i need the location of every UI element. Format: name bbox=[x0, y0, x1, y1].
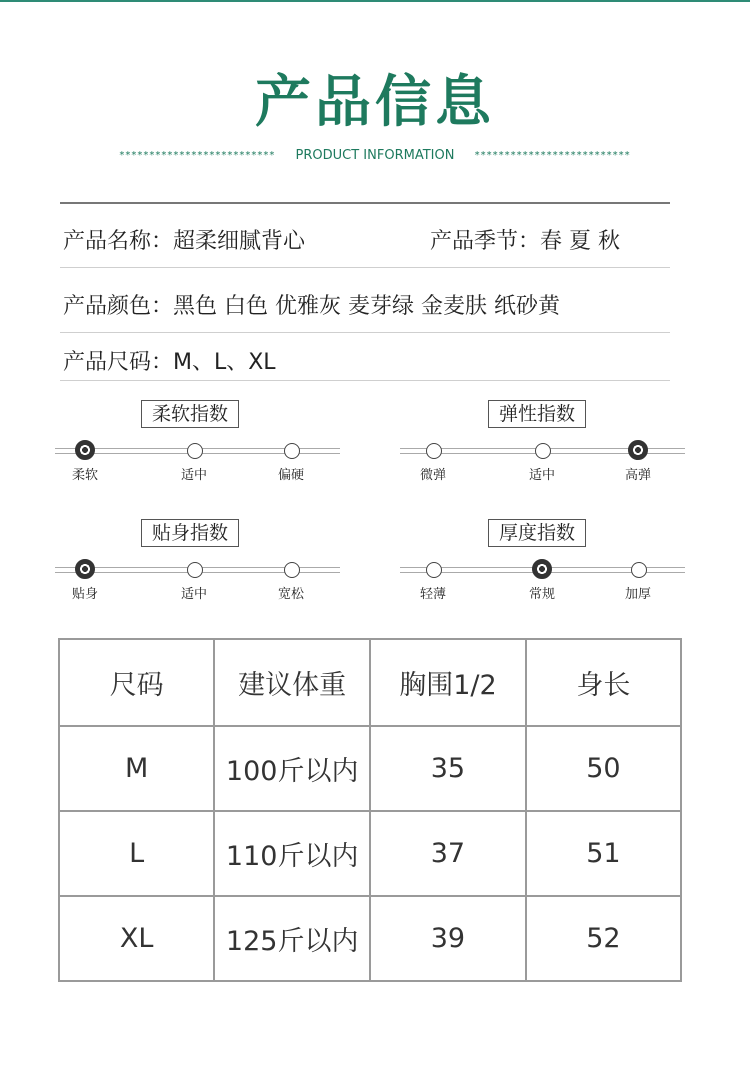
table-cell: 125斤以内 bbox=[214, 896, 370, 981]
size-table bbox=[58, 638, 682, 982]
table-cell: 51 bbox=[526, 811, 681, 896]
scale-dot-selected bbox=[532, 559, 552, 579]
product-name: 产品名称：超柔细腻背心 bbox=[63, 229, 306, 254]
scale-dot bbox=[187, 562, 203, 578]
scale-dot bbox=[426, 443, 442, 459]
scale-dot bbox=[426, 562, 442, 578]
scale-dot bbox=[187, 443, 203, 459]
scale-dot-selected bbox=[75, 559, 95, 579]
scale-option: 贴身 bbox=[71, 587, 98, 602]
table-header-row bbox=[59, 639, 681, 726]
stars-left: ************************** bbox=[119, 150, 276, 161]
softness-title: 柔软指数 bbox=[141, 400, 239, 428]
table-cell: M bbox=[59, 726, 214, 811]
table-cell: XL bbox=[59, 896, 214, 981]
scale-dot-selected bbox=[75, 440, 95, 460]
scale-option: 偏硬 bbox=[277, 468, 304, 483]
fit-scale bbox=[55, 519, 340, 602]
thickness-title: 厚度指数 bbox=[488, 519, 586, 547]
table-row bbox=[59, 896, 681, 981]
page-subtitle bbox=[0, 148, 750, 163]
scale-dot bbox=[284, 562, 300, 578]
stars-right: ************************** bbox=[474, 150, 631, 161]
product-season: 产品季节：春 夏 秋 bbox=[430, 229, 620, 254]
scale-option: 常规 bbox=[528, 587, 555, 602]
header-chest: 胸围1/2 bbox=[370, 639, 526, 726]
scale-option: 适中 bbox=[180, 587, 207, 602]
table-cell: 37 bbox=[370, 811, 526, 896]
scale-option: 适中 bbox=[180, 468, 207, 483]
scale-option: 微弹 bbox=[419, 468, 446, 483]
scale-option: 柔软 bbox=[71, 468, 98, 483]
table-cell: 52 bbox=[526, 896, 681, 981]
scale-option: 高弹 bbox=[624, 468, 651, 483]
divider-1 bbox=[60, 267, 670, 268]
subtitle-text: PRODUCT INFORMATION bbox=[295, 148, 455, 163]
thickness-scale bbox=[400, 519, 685, 602]
scale-dot bbox=[631, 562, 647, 578]
scale-option: 宽松 bbox=[277, 587, 304, 602]
scale-option: 适中 bbox=[528, 468, 555, 483]
header-length: 身长 bbox=[526, 639, 681, 726]
top-accent-line bbox=[0, 0, 750, 2]
divider-3 bbox=[60, 380, 670, 381]
table-cell: 100斤以内 bbox=[214, 726, 370, 811]
table-row bbox=[59, 811, 681, 896]
table-cell: L bbox=[59, 811, 214, 896]
softness-scale bbox=[55, 400, 340, 483]
table-row bbox=[59, 726, 681, 811]
table-cell: 110斤以内 bbox=[214, 811, 370, 896]
elasticity-scale bbox=[400, 400, 685, 483]
table-cell: 50 bbox=[526, 726, 681, 811]
divider-2 bbox=[60, 332, 670, 333]
table-cell: 39 bbox=[370, 896, 526, 981]
header-size: 尺码 bbox=[59, 639, 214, 726]
scale-option: 轻薄 bbox=[419, 587, 446, 602]
divider-top bbox=[60, 202, 670, 204]
scale-option: 加厚 bbox=[624, 587, 651, 602]
page-title: 产品信息 bbox=[255, 69, 495, 135]
product-sizes: 产品尺码：M、L、XL bbox=[63, 350, 276, 375]
fit-title: 贴身指数 bbox=[141, 519, 239, 547]
scale-dot bbox=[535, 443, 551, 459]
header-weight: 建议体重 bbox=[214, 639, 370, 726]
scale-dot-selected bbox=[628, 440, 648, 460]
table-cell: 35 bbox=[370, 726, 526, 811]
elasticity-title: 弹性指数 bbox=[488, 400, 586, 428]
scale-dot bbox=[284, 443, 300, 459]
product-colors: 产品颜色：黑色 白色 优雅灰 麦芽绿 金麦肤 纸砂黄 bbox=[63, 294, 560, 319]
